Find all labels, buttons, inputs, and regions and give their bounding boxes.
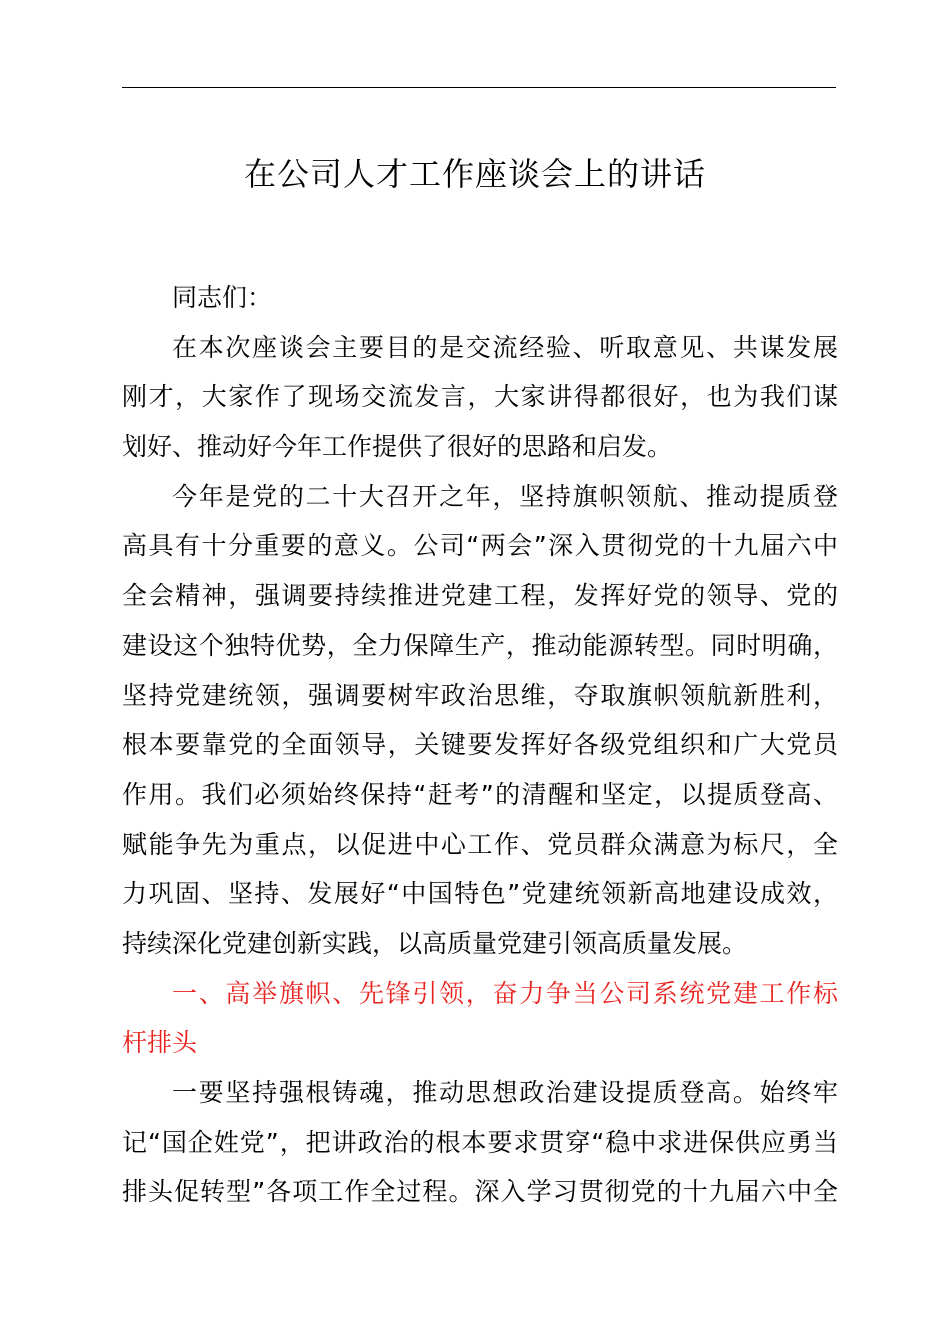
section-heading: 一、高举旗帜、先锋引领，奋力争当公司系统党建工作标 <box>172 978 838 1008</box>
paragraph-line: 坚持党建统领，强调要树牢政治思维，夺取旗帜领航新胜利， <box>122 680 838 710</box>
paragraph-line: 排头促转型”各项工作全过程。深入学习贯彻党的十九届六中全 <box>122 1177 838 1207</box>
salutation: 同志们： <box>172 283 273 312</box>
paragraph-line: 一要坚持强根铸魂，推动思想政治建设提质登高。始终牢 <box>172 1078 838 1107</box>
paragraph-line: 记“国企姓党”，把讲政治的根本要求贯穿“稳中求进保供应勇当 <box>122 1127 838 1157</box>
page-title: 在公司人才工作座谈会上的讲话 <box>243 155 706 193</box>
paragraph-line: 持续深化党建创新实践，以高质量党建引领高质量发展。 <box>122 928 748 958</box>
section-heading: 杆排头 <box>122 1028 198 1058</box>
paragraph-line: 划好、推动好今年工作提供了很好的思路和启发。 <box>122 432 673 462</box>
header-rule <box>122 87 836 88</box>
paragraph-line: 高具有十分重要的意义。公司“两会”深入贯彻党的十九届六中 <box>122 531 838 561</box>
paragraph-line: 赋能争先为重点，以促进中心工作、党员群众满意为标尺，全 <box>122 829 838 859</box>
document-body <box>122 273 838 1217</box>
paragraph-line: 作用。我们必须始终保持“赶考”的清醒和坚定，以提质登高、 <box>122 779 838 809</box>
paragraph-line: 力巩固、坚持、发展好“中国特色”党建统领新高地建设成效， <box>122 879 838 909</box>
paragraph-line: 刚才，大家作了现场交流发言，大家讲得都很好，也为我们谋 <box>122 382 838 412</box>
paragraph-line: 建设这个独特优势，全力保障生产，推动能源转型。同时明确， <box>122 630 838 660</box>
paragraph-line: 今年是党的二十大召开之年，坚持旗帜领航、推动提质登 <box>172 481 838 511</box>
paragraph-line: 在本次座谈会主要目的是交流经验、听取意见、共谋发展 <box>172 332 838 362</box>
paragraph-line: 根本要靠党的全面领导，关键要发挥好各级党组织和广大党员 <box>122 730 838 760</box>
paragraph-line: 全会精神，强调要持续推进党建工程，发挥好党的领导、党的 <box>122 581 838 611</box>
